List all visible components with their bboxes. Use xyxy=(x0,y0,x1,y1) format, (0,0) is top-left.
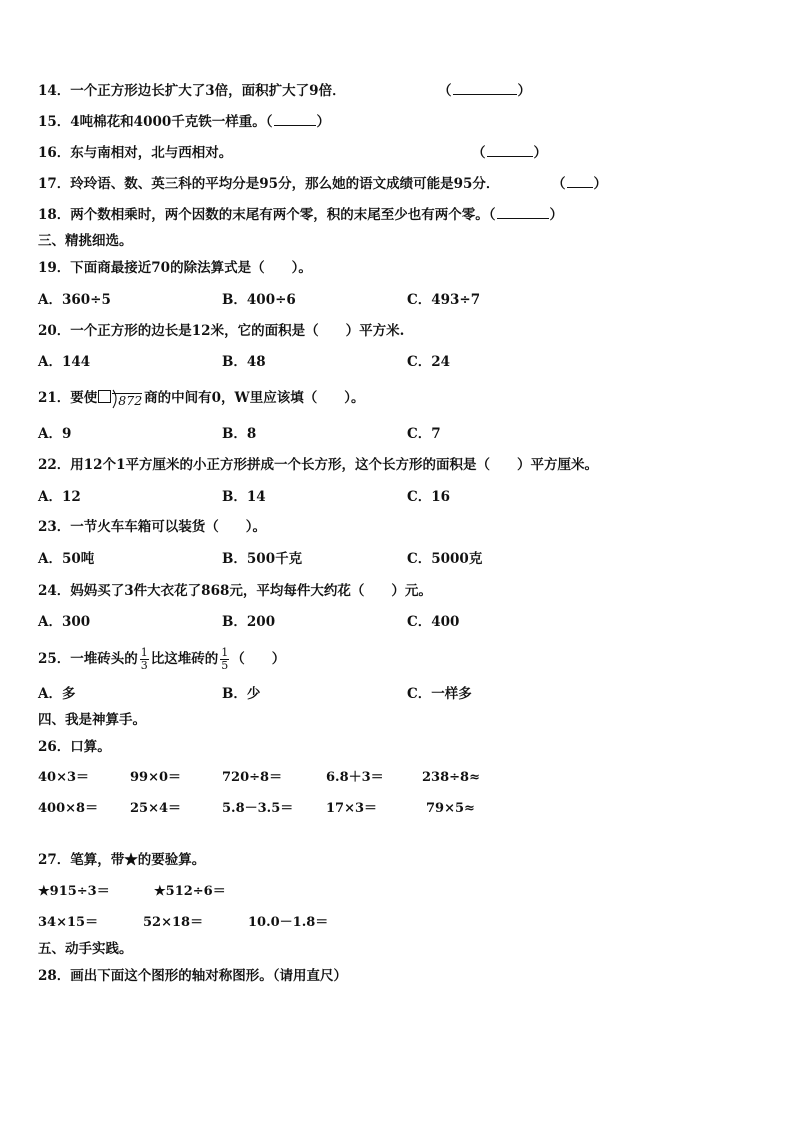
question-21: 21．要使 872 商的中间有0，W里应该填（ ）。 xyxy=(38,388,364,411)
option-23-c[interactable]: C．5000克 xyxy=(407,551,483,567)
question-16: 16．东与南相对，北与西相对。 xyxy=(38,145,233,161)
answer-blank-17[interactable]: （ ） xyxy=(552,176,607,192)
question-22: 22．用12个1平方厘米的小正方形拼成一个长方形，这个长方形的面积是（ ）平方厘米。 xyxy=(38,457,598,473)
option-22-a[interactable]: A．12 xyxy=(38,489,81,505)
option-25-c[interactable]: C．一样多 xyxy=(407,686,472,702)
option-25-b[interactable]: B．少 xyxy=(222,686,261,702)
section-title-5: 五、动手实践。 xyxy=(38,941,133,957)
mental-calc-item: 6.8＋3＝ xyxy=(326,770,384,785)
mental-calc-item: 25×4＝ xyxy=(130,801,182,816)
written-calc-item: 10.0－1.8＝ xyxy=(248,915,329,930)
question-27: 27．笔算，带★的要验算。 xyxy=(38,852,206,868)
question-14: 14．一个正方形边长扩大了3倍，面积扩大了9倍． xyxy=(38,83,346,99)
question-24: 24．妈妈买了3件大衣花了868元，平均每件大约花（ ）元。 xyxy=(38,583,432,599)
option-25-a[interactable]: A．多 xyxy=(38,686,76,702)
option-21-b[interactable]: B．8 xyxy=(222,426,257,442)
mental-calc-item: 5.8－3.5＝ xyxy=(222,801,294,816)
mental-calc-item: 720÷8＝ xyxy=(222,770,283,785)
question-18: 18．两个数相乘时，两个因数的末尾有两个零，积的末尾至少也有两个零。（ ） xyxy=(38,207,564,223)
answer-blank-14[interactable]: （ ） xyxy=(438,83,531,99)
mental-calc-item: 79×5≈ xyxy=(426,801,475,816)
written-calc-item: 52×18＝ xyxy=(143,915,204,930)
question-19: 19．下面商最接近70的除法算式是（ ）。 xyxy=(38,260,312,276)
option-19-b[interactable]: B．400÷6 xyxy=(222,292,296,308)
option-20-a[interactable]: A．144 xyxy=(38,354,91,370)
section-title-4: 四、我是神算手。 xyxy=(38,712,146,728)
mental-calc-item: 238÷8≈ xyxy=(422,770,480,785)
option-23-a[interactable]: A．50吨 xyxy=(38,551,95,567)
question-20: 20．一个正方形的边长是12米，它的面积是（ ）平方米. xyxy=(38,323,405,339)
long-division-icon: 872 xyxy=(112,391,142,411)
answer-blank-16[interactable]: （ ） xyxy=(472,145,547,161)
fraction-one-fifth: $\frac{1}{5}$ xyxy=(221,646,229,672)
option-21-a[interactable]: A．9 xyxy=(38,426,72,442)
question-23: 23．一节火车车箱可以装货（ ）。 xyxy=(38,519,267,535)
option-20-b[interactable]: B．48 xyxy=(222,354,266,370)
section-title-3: 三、精挑细选。 xyxy=(38,233,133,249)
mental-calc-item: 17×3＝ xyxy=(326,801,378,816)
option-22-c[interactable]: C．16 xyxy=(407,489,451,505)
option-19-c[interactable]: C．493÷7 xyxy=(407,292,481,308)
fraction-one-third: $\frac{1}{3}$ xyxy=(140,646,148,672)
answer-blank-15[interactable] xyxy=(274,113,316,126)
answer-blank-18[interactable] xyxy=(497,206,549,219)
written-calc-item: ★915÷3＝ xyxy=(38,884,110,899)
question-26: 26．口算。 xyxy=(38,739,111,755)
written-calc-item: ★512÷6＝ xyxy=(154,884,226,899)
option-24-b[interactable]: B．200 xyxy=(222,614,276,630)
mental-calc-item: 400×8＝ xyxy=(38,801,99,816)
option-19-a[interactable]: A．360÷5 xyxy=(38,292,111,308)
question-28: 28．画出下面这个图形的轴对称图形。（请用直尺） xyxy=(38,968,348,984)
blank-square-icon xyxy=(98,390,111,403)
question-15: 15．4吨棉花和4000千克铁一样重。（ ） xyxy=(38,114,331,130)
option-22-b[interactable]: B．14 xyxy=(222,489,266,505)
option-20-c[interactable]: C．24 xyxy=(407,354,451,370)
question-17: 17．玲玲语、数、英三科的平均分是95分，那么她的语文成绩可能是95分． xyxy=(38,176,500,192)
option-21-c[interactable]: C．7 xyxy=(407,426,441,442)
written-calc-item: 34×15＝ xyxy=(38,915,99,930)
option-24-c[interactable]: C．400 xyxy=(407,614,460,630)
option-23-b[interactable]: B．500千克 xyxy=(222,551,303,567)
option-24-a[interactable]: A．300 xyxy=(38,614,91,630)
mental-calc-item: 99×0＝ xyxy=(130,770,182,785)
question-25: 25．一堆砖头的 $\frac{1}{3}$ 比这堆砖的 $\frac{1}{5}$ （ ） xyxy=(38,646,286,672)
mental-calc-item: 40×3＝ xyxy=(38,770,90,785)
